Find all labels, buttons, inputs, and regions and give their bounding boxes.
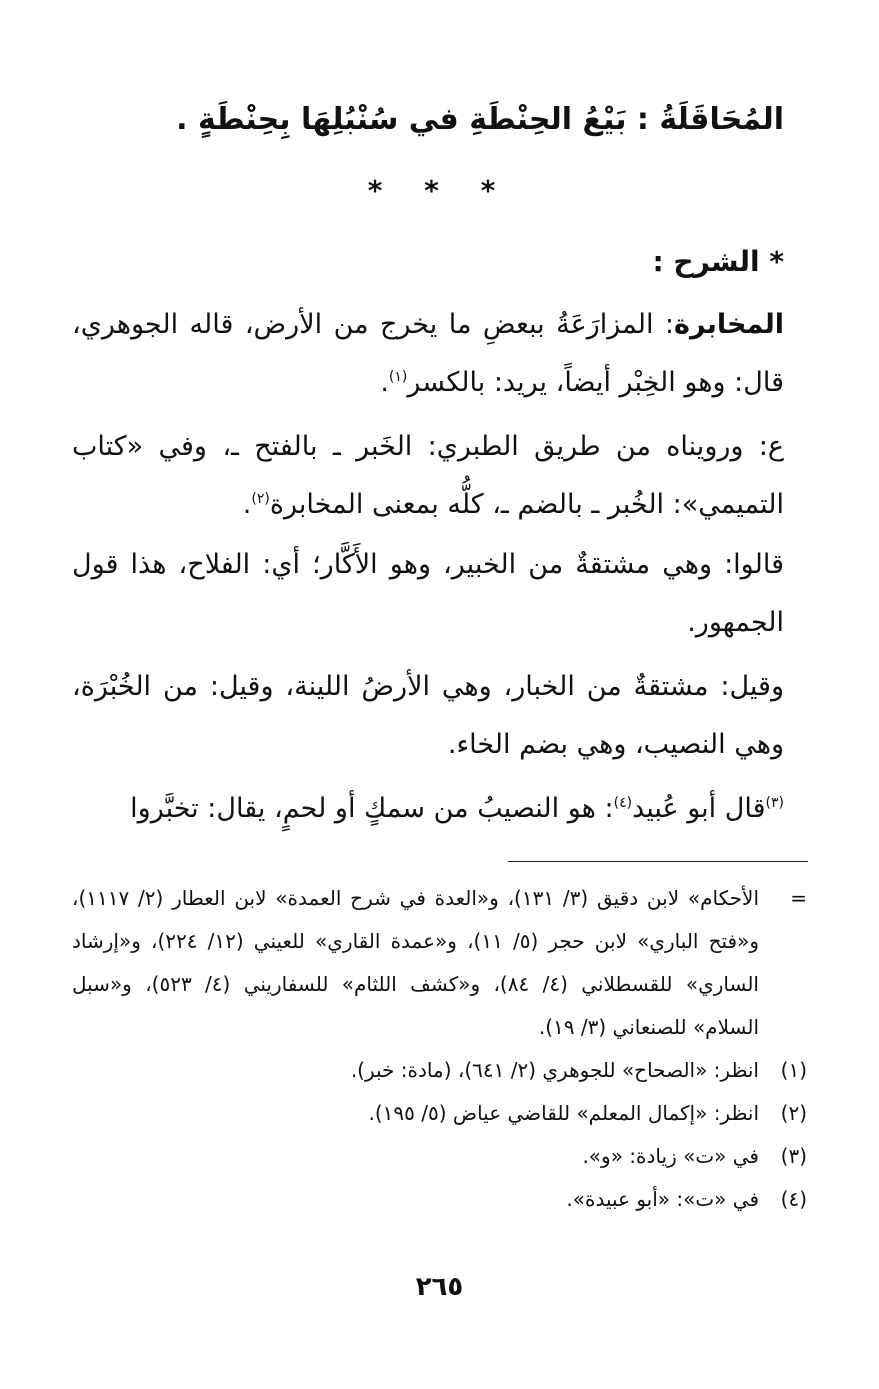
paragraph-text: : المزارَعَةُ ببعضِ ما يخرج من الأرض، قاله الجوهري، قال: وهو الخِبْر أيضاً، يريد: بالكسر (72, 309, 784, 398)
footnote-reference: (٤) (613, 795, 633, 811)
footnote-divider (508, 861, 808, 862)
footnote-reference: (٣) (765, 795, 784, 811)
footnote-marker: (١) (780, 1058, 807, 1082)
term-mukhabara: المخابرة (674, 309, 784, 340)
footnote-text: في «ت»: «أبو عبيدة». (566, 1187, 759, 1211)
paragraph-text: ع: ورويناه من طريق الطبري: الخَبر ـ بالفتح ـ، وفي «كتاب التميمي»: الخُبر ـ بالضم ـ، كلُّه بمعنى المخابرة (72, 431, 784, 520)
paragraph-derivation-khabir (72, 536, 784, 652)
footnote-2 (72, 1092, 807, 1135)
hadith-heading: المُحَاقَلَةُ : بَيْعُ الحِنْطَةِ في سُنْبُلِهَا بِحِنْطَةٍ . (176, 102, 784, 137)
paragraph-text: قال أبو عُبيد (632, 793, 766, 824)
footnote-text: انظر: «إكمال المعلم» للقاضي عياض (٥/ ١٩٥). (368, 1101, 759, 1125)
paragraph-derivation-khabar (72, 658, 784, 774)
sentence-end: . (380, 367, 389, 398)
footnote-3 (72, 1135, 807, 1178)
footnote-text: الأحكام» لابن دقيق (٣/ ١٣١)، و«العدة في شرح العمدة» لابن العطار (٢/ ١١١٧)، و«فتح الباري» لابن حجر (٥/ ١١)، و«عمدة القاري» للعيني (١٢/ ٢٢٤)، و«إرشاد الساري» للقسطلاني (٤/ ٨٤)، و«كشف اللثام» للسفاريني (٤/ ٥٢٣)، و«سبل السلام» للصنعاني (٣/ ١٩). (72, 886, 759, 1039)
footnote-continued (72, 877, 807, 1049)
paragraph-abu-ubayd (72, 780, 784, 838)
footnote-1 (72, 1049, 807, 1092)
footnote-marker: (٢) (780, 1101, 807, 1125)
footnotes (72, 877, 807, 1221)
paragraph-text: وقيل: مشتقةٌ من الخبار، وهي الأرضُ اللينة، وقيل: من الخُبْرَة، وهي النصيب، وهي بضم الخاء. (72, 671, 784, 760)
footnote-text: انظر: «الصحاح» للجوهري (٢/ ٦٤١)، (مادة: خبر). (350, 1058, 759, 1082)
footnote-4 (72, 1178, 807, 1221)
section-separator: * * * (367, 174, 512, 207)
paragraph-text: : هو النصيبُ من سمكٍ أو لحمٍ، يقال: تخبَّروا (130, 793, 614, 824)
footnote-marker: = (790, 886, 807, 910)
footnote-marker: (٣) (780, 1144, 807, 1168)
paragraph-mukhabara (72, 296, 784, 412)
commentary-label: * الشرح : (652, 245, 784, 278)
footnote-text: في «ت» زيادة: «و». (582, 1144, 759, 1168)
footnote-reference: (٢) (251, 491, 270, 507)
footnote-reference: (١) (388, 369, 408, 385)
footnote-marker: (٤) (780, 1187, 807, 1211)
page-number: ٢٦٥ (415, 1272, 464, 1302)
paragraph-text: قالوا: وهي مشتقةٌ من الخبير، وهو الأَكَّار؛ أي: الفلاح، هذا قول الجمهور. (72, 549, 784, 638)
paragraph-tabari (72, 418, 784, 534)
sentence-end: . (242, 489, 252, 520)
